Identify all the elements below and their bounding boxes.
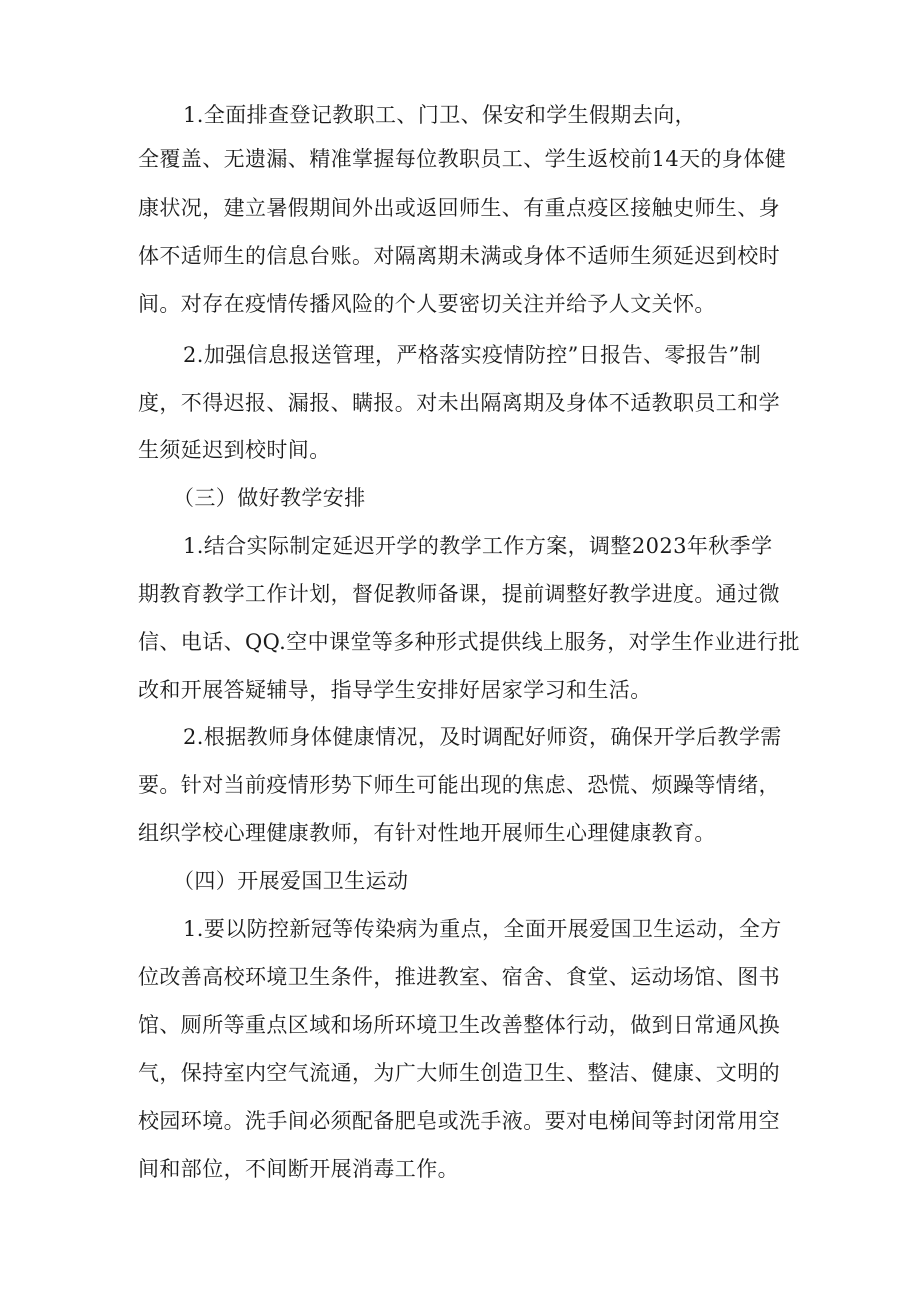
text-line: 全覆盖、无遗漏、精准掌握每位教职员工、学生返校前14天的身体健 — [138, 147, 787, 171]
text-line: 2.根据教师身体健康情况，及时调配好师资，确保开学后教学需 — [183, 725, 782, 749]
text-line: 改和开展答疑辅导，指导学生安排好居家学习和生活。 — [138, 678, 652, 702]
section-heading: （三）做好教学安排 — [173, 486, 366, 510]
text-line: 要。针对当前疫情形势下师生可能出现的焦虑、恐慌、烦躁等情绪， — [138, 773, 780, 797]
text-line: 1.全面排查登记教职工、门卫、保安和学生假期去向， — [183, 103, 697, 127]
text-line: 体不适师生的信息台账。对隔离期未满或身体不适师生须延迟到校时 — [138, 244, 780, 268]
text-line: 康状况，建立暑假期间外出或返回师生、有重点疫区接触史师生、身 — [138, 196, 780, 220]
text-line: 2.加强信息报送管理，严格落实疫情防控”日报告、零报告”制 — [183, 343, 762, 367]
text-line: 校园环境。洗手间必须配备肥皂或洗手液。要对电梯间等封闭常用空 — [138, 1109, 780, 1133]
text-line: 期教育教学工作计划，督促教师备课，提前调整好教学进度。通过微 — [138, 582, 780, 606]
text-line: 1.结合实际制定延迟开学的教学工作方案，调整2023年秋季学 — [183, 534, 773, 558]
text-line: 组织学校心理健康教师，有针对性地开展师生心理健康教育。 — [138, 821, 716, 845]
text-line: 度，不得迟报、漏报、瞒报。对未出隔离期及身体不适教职员工和学 — [138, 391, 780, 415]
text-line: 间。对存在疫情传播风险的个人要密切关注并给予人文关怀。 — [138, 292, 716, 316]
text-line: 气，保持室内空气流通，为广大师生创造卫生、整洁、健康、文明的 — [138, 1061, 780, 1085]
text-line: 信、电话、QQ.空中课堂等多种形式提供线上服务，对学生作业进行批 — [138, 630, 800, 654]
text-line: 位改善高校环境卫生条件，推进教室、宿舍、食堂、运动场馆、图书 — [138, 965, 780, 989]
text-line: 间和部位，不间断开展消毒工作。 — [138, 1157, 459, 1181]
section-heading: （四）开展爱国卫生运动 — [173, 869, 409, 893]
text-line: 馆、厕所等重点区域和场所环境卫生改善整体行动，做到日常通风换 — [138, 1013, 780, 1037]
text-line: 1.要以防控新冠等传染病为重点，全面开展爱国卫生运动，全方 — [183, 917, 782, 941]
text-line: 生须延迟到校时间。 — [138, 438, 331, 462]
